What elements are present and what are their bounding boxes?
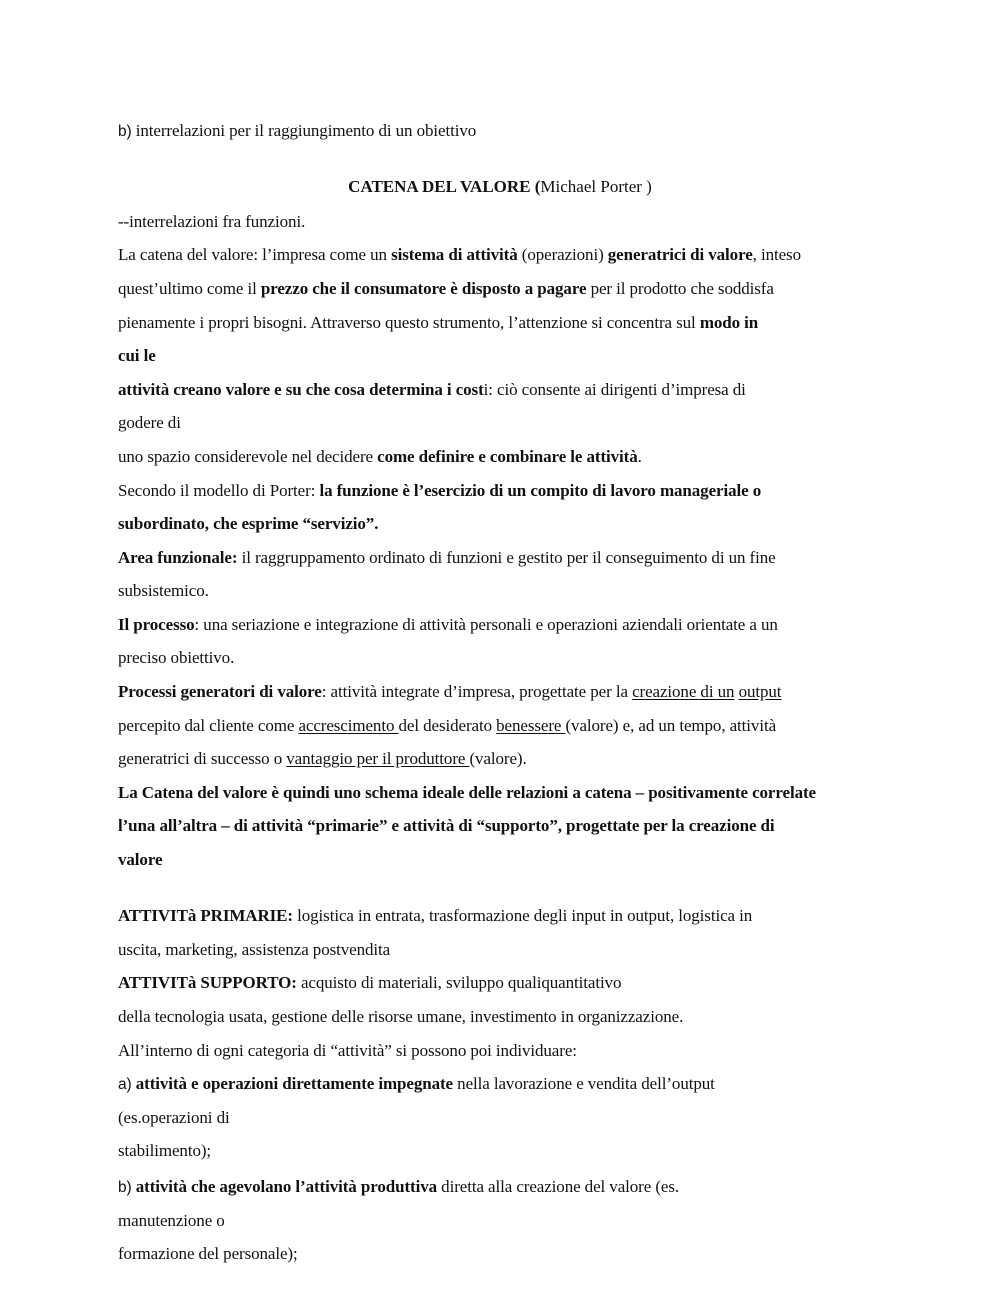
paragraph-line: della tecnologia usata, gestione delle risorse umane, investimento in organizzazione. <box>118 1007 684 1026</box>
paragraph-line: attività creano valore e su che cosa determina i costi: ciò consente ai dirigenti d’impresa di <box>118 380 746 399</box>
paragraph-line: Secondo il modello di Porter: la funzione è l’esercizio di un compito di lavoro manageriale o <box>118 481 762 500</box>
page-title: CATENA DEL VALORE (Michael Porter ) <box>348 177 652 196</box>
paragraph-line: godere di <box>118 413 181 432</box>
intro-line: b) interrelazioni per il raggiungimento di un obiettivo <box>118 121 477 140</box>
paragraph-line: quest’ultimo come il prezzo che il consumatore è disposto a pagare per il prodotto che soddisfa <box>118 279 774 298</box>
paragraph-line: ATTIVITà SUPPORTO: acquisto di materiali, sviluppo qualiquantitativo <box>118 973 622 992</box>
paragraph-line: (es.operazioni di <box>118 1108 230 1127</box>
paragraph-line: percepito dal cliente come accrescimento del desiderato benessere (valore) e, ad un tempo, attività <box>118 716 777 735</box>
paragraph-line: uscita, marketing, assistenza postvendita <box>118 940 391 959</box>
paragraph-line: b) attività che agevolano l’attività produttiva diretta alla creazione del valore (es. <box>118 1177 680 1196</box>
paragraph-line: Area funzionale: il raggruppamento ordinato di funzioni e gestito per il conseguimento di un fine <box>118 548 776 567</box>
paragraph-line: generatrici di successo o vantaggio per il produttore (valore). <box>118 749 527 768</box>
list-letter: b) <box>118 123 132 140</box>
paragraph-line: valore <box>118 850 163 869</box>
list-letter: b) <box>118 1179 132 1196</box>
paragraph-line: Processi generatori di valore: attività integrate d’impresa, progettate per la creazione di un output <box>118 682 782 701</box>
paragraph-line: cui le <box>118 346 156 365</box>
paragraph-line: Il processo: una seriazione e integrazione di attività personali e operazioni aziendali orientate a un <box>118 615 778 634</box>
paragraph-line: subordinato, che esprime “servizio”. <box>118 514 379 533</box>
paragraph-line: La catena del valore: l’impresa come un sistema di attività (operazioni) generatrici di valore, inteso <box>118 245 801 264</box>
paragraph-line: All’interno di ogni categoria di “attività” si possono poi individuare: <box>118 1041 577 1060</box>
paragraph-line: La Catena del valore è quindi uno schema ideale delle relazioni a catena – positivamente correlate <box>118 783 816 802</box>
paragraph-line: preciso obiettivo. <box>118 648 235 667</box>
paragraph-line: uno spazio considerevole nel decidere come definire e combinare le attività. <box>118 447 642 466</box>
paragraph-line: --interrelazioni fra funzioni. <box>118 212 306 231</box>
paragraph-line: l’una all’altra – di attività “primarie” e attività di “supporto”, progettate per la creazione di <box>118 816 775 835</box>
paragraph-line: a) attività e operazioni direttamente impegnate nella lavorazione e vendita dell’output <box>118 1074 715 1093</box>
paragraph-line: formazione del personale); <box>118 1244 298 1263</box>
paragraph-line: stabilimento); <box>118 1141 212 1160</box>
paragraph-line: ATTIVITà PRIMARIE: logistica in entrata, trasformazione degli input in output, logistica in <box>118 906 753 925</box>
list-letter: a) <box>118 1076 132 1093</box>
paragraph-line: manutenzione o <box>118 1211 225 1230</box>
paragraph-line: pienamente i propri bisogni. Attraverso questo strumento, l’attenzione si concentra sul modo in <box>118 313 759 332</box>
paragraph-line: subsistemico. <box>118 581 209 600</box>
